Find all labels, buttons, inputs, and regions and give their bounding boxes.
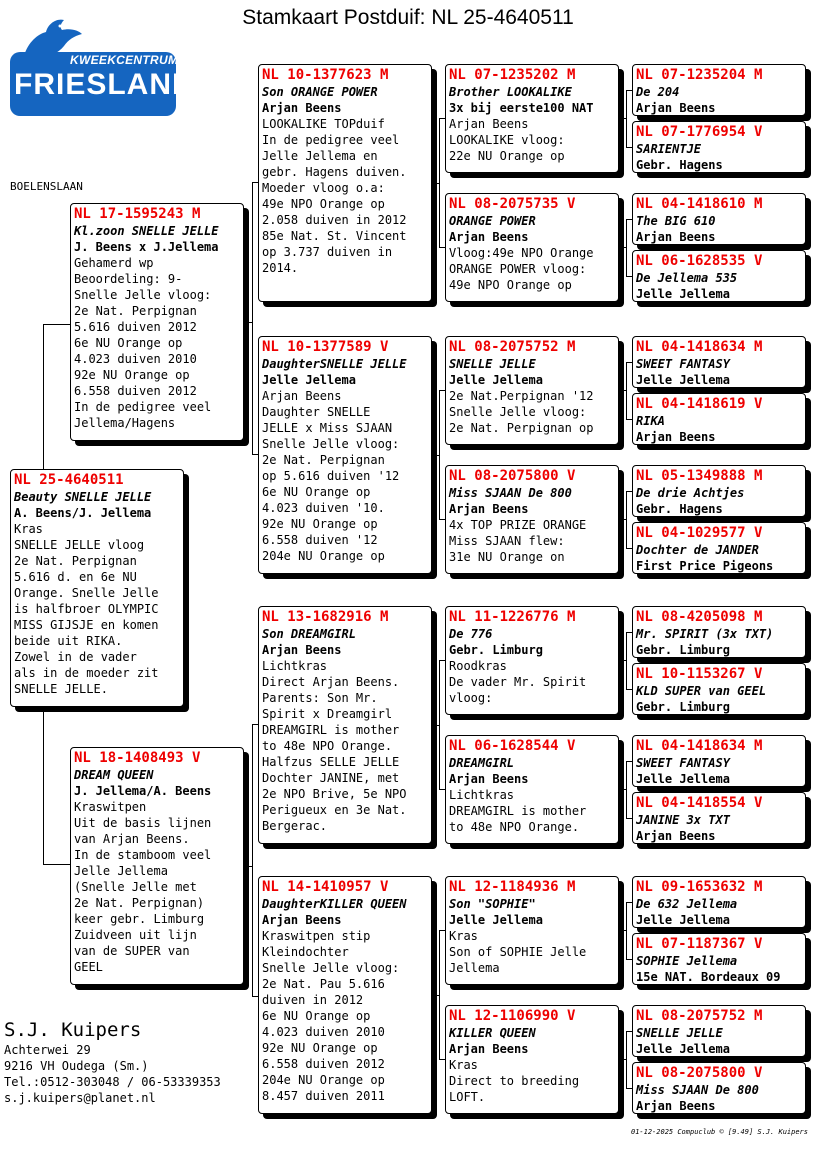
ring-number: NL 04-1418634 M — [636, 339, 763, 355]
pigeon-name: Brother LOOKALIKE — [449, 85, 572, 99]
pedigree-note: Gehamerd wp — [74, 256, 154, 270]
breeder-name: Arjan Beens — [262, 101, 342, 115]
pedigree-note: Daughter SNELLE — [262, 405, 371, 419]
pedigree-note: 4x TOP PRIZE ORANGE — [449, 518, 587, 532]
connector-line — [619, 930, 626, 931]
connector-line — [432, 183, 439, 184]
breeder-name: Gebr. Limburg — [636, 643, 730, 657]
connector-line — [432, 995, 439, 996]
pedigree-note: 2e Nat. Perpignan — [14, 554, 137, 568]
breeder-name: Arjan Beens — [636, 230, 716, 244]
ring-number: NL 10-1153267 V — [636, 666, 763, 682]
pedigree-note: 204e NU Orange op — [262, 549, 385, 563]
kweekcentrum-logo — [10, 16, 195, 102]
connector-line — [244, 322, 252, 323]
connector-line — [439, 930, 440, 1059]
great-grandparent-card — [445, 735, 619, 844]
pedigree-note: ORANGE POWER vloog: — [449, 262, 587, 276]
pedigree-note: GEEL — [74, 960, 103, 974]
pedigree-note: 49e NPO Orange op — [449, 278, 572, 292]
pedigree-note: keer gebr. Limburg — [74, 912, 205, 926]
ancestor-card — [632, 1062, 806, 1114]
pedigree-note: 22e NU Orange op — [449, 149, 565, 163]
great-grandparent-card — [445, 465, 619, 574]
connector-line — [432, 725, 439, 726]
pedigree-note: Arjan Beens — [262, 389, 342, 403]
pedigree-note: Snelle Jelle vloog: — [449, 405, 587, 419]
pedigree-note: 85e Nat. St. Vincent — [262, 229, 407, 243]
pedigree-note: Direct to breeding — [449, 1074, 580, 1088]
pedigree-note: Bergerac. — [262, 819, 328, 833]
breeder-name: Gebr. Limburg — [636, 700, 730, 714]
pedigree-note: Jellema — [449, 961, 500, 975]
connector-line — [619, 1059, 626, 1060]
owner-block — [4, 1018, 221, 1106]
pedigree-note: Son of SOPHIE Jelle — [449, 945, 587, 959]
pedigree-note: op 5.616 duiven '12 — [262, 469, 400, 483]
ancestor-card — [632, 1005, 806, 1057]
ring-number: NL 07-1235202 M — [449, 67, 576, 83]
pedigree-note: duiven in 2012 — [262, 993, 364, 1007]
footer-text: 01-12-2025 Compuclub © [9.49] S.J. Kuipers — [630, 1128, 808, 1136]
grandparent-card — [258, 876, 432, 1114]
pigeon-card — [10, 469, 184, 707]
pigeon-name: Son "SOPHIE" — [449, 897, 536, 911]
breeder-name: Arjan Beens — [636, 829, 716, 843]
pedigree-note: Lichtkras — [449, 788, 515, 802]
pedigree-note: MISS GIJSJE en komen — [14, 618, 159, 632]
connector-line — [43, 324, 70, 325]
grandparent-card — [258, 64, 432, 302]
pigeon-name: SNELLE JELLE — [636, 1026, 723, 1040]
pedigree-note: to 48e NPO Orange. — [449, 820, 580, 834]
breeder-name: Arjan Beens — [449, 1042, 529, 1056]
pedigree-note: Jelle Jellema en — [262, 149, 378, 163]
pedigree-note: In de stamboom veel — [74, 848, 212, 862]
owner-city: 9216 VH Oudega (Sm.) — [4, 1059, 149, 1073]
ancestor-card — [632, 64, 806, 116]
pedigree-note: Roodkras — [449, 659, 507, 673]
breeder-name: Arjan Beens — [636, 430, 716, 444]
pedigree-note: 2e Nat. Perpignan — [74, 304, 197, 318]
pigeon-name: The BIG 610 — [636, 214, 716, 228]
pedigree-note: SNELLE JELLE. — [14, 682, 108, 696]
pedigree-note: 204e NU Orange op — [262, 1073, 385, 1087]
connector-line — [626, 1031, 627, 1088]
pedigree-note: 8.457 duiven 2011 — [262, 1089, 385, 1103]
connector-line — [43, 707, 44, 864]
connector-line — [626, 491, 627, 548]
pedigree-note: 2e NPO Brive, 5e NPO — [262, 787, 407, 801]
ancestor-card — [632, 606, 806, 658]
pedigree-note: Miss SJAAN flew: — [449, 534, 565, 548]
great-grandparent-card — [445, 64, 619, 173]
pigeon-name: SARIENTJE — [636, 142, 702, 156]
breeder-name: Jelle Jellema — [262, 373, 356, 387]
pedigree-note: Direct Arjan Beens. — [262, 675, 400, 689]
pedigree-note: LOFT. — [449, 1090, 486, 1104]
ring-number: NL 04-1418619 V — [636, 396, 763, 412]
pedigree-note: Moeder vloog o.a: — [262, 181, 385, 195]
pedigree-note: 2e Nat. Pau 5.616 — [262, 977, 385, 991]
ancestor-card — [632, 336, 806, 388]
breeder-name: Gebr. Hagens — [636, 502, 723, 516]
ancestor-card — [632, 876, 806, 928]
pedigree-note: LOOKALIKE TOPduif — [262, 117, 385, 131]
pigeon-name: Kl.zoon SNELLE JELLE — [74, 224, 219, 238]
pigeon-name: ORANGE POWER — [449, 214, 536, 228]
connector-line — [619, 118, 626, 119]
breeder-name: Jelle Jellema — [636, 373, 730, 387]
pedigree-note: Uit de basis lijnen — [74, 816, 212, 830]
pedigree-note: 2e Nat. Perpignan) — [74, 896, 205, 910]
connector-line — [619, 247, 626, 248]
ring-number: NL 08-2075800 V — [449, 468, 576, 484]
ancestor-card — [632, 735, 806, 787]
sire-card — [70, 203, 244, 441]
pedigree-note: Snelle Jelle vloog: — [262, 961, 400, 975]
connector-line — [619, 789, 626, 790]
pedigree-note: 2014. — [262, 261, 299, 275]
pedigree-note: 2e Nat.Perpignan '12 — [449, 389, 594, 403]
breeder-name: Arjan Beens — [449, 772, 529, 786]
ring-number: NL 10-1377589 V — [262, 339, 389, 355]
ring-number: NL 08-4205098 M — [636, 609, 763, 625]
ring-number: NL 18-1408493 V — [74, 750, 201, 766]
pigeon-name: SOPHIE Jellema — [636, 954, 738, 968]
pedigree-note: to 48e NPO Orange. — [262, 739, 393, 753]
ring-number: NL 17-1595243 M — [74, 206, 201, 222]
pedigree-note: 4.023 duiven '10. — [262, 501, 385, 515]
pigeon-name: Mr. SPIRIT (3x TXT) — [636, 627, 774, 641]
breeder-name: Arjan Beens — [636, 1099, 716, 1113]
pedigree-note: 6.558 duiven 2012 — [74, 384, 197, 398]
pedigree-note: 49e NPO Orange op — [262, 197, 385, 211]
connector-line — [244, 866, 252, 867]
ancestor-card — [632, 393, 806, 445]
breeder-name: Arjan Beens — [262, 913, 342, 927]
ancestor-card — [632, 933, 806, 985]
breeder-name: 3x bij eerste100 NAT — [449, 101, 594, 115]
ring-number: NL 11-1226776 M — [449, 609, 576, 625]
pedigree-note: JELLE x Miss SJAAN — [262, 421, 393, 435]
pedigree-note: LOOKALIKE vloog: — [449, 133, 565, 147]
pedigree-note: 92e NU Orange op — [74, 368, 190, 382]
connector-line — [619, 519, 626, 520]
pigeon-name: RIKA — [636, 414, 665, 428]
ring-number: NL 08-2075752 M — [636, 1008, 763, 1024]
pedigree-note: SNELLE JELLE vloog — [14, 538, 145, 552]
pigeon-name: Miss SJAAN De 800 — [636, 1083, 759, 1097]
connector-line — [626, 90, 627, 147]
ring-number: NL 04-1029577 V — [636, 525, 763, 541]
connector-line — [626, 632, 627, 689]
breeder-name: 15e NAT. Bordeaux 09 — [636, 970, 781, 984]
breeder-name: Jelle Jellema — [636, 1042, 730, 1056]
pedigree-note: Kras — [449, 929, 478, 943]
pigeon-name: De 776 — [449, 627, 493, 641]
ring-number: NL 08-2075800 V — [636, 1065, 763, 1081]
pedigree-note: Zowel in de vader — [14, 650, 137, 664]
pedigree-note: DREAMGIRL is mother — [262, 723, 400, 737]
breeder-name: Gebr. Hagens — [636, 158, 723, 172]
pedigree-note: Dochter JANINE, met — [262, 771, 400, 785]
pigeon-name: De 632 Jellema — [636, 897, 738, 911]
ring-number: NL 13-1682916 M — [262, 609, 389, 625]
pedigree-note: (Snelle Jelle met — [74, 880, 197, 894]
breeder-name: Jelle Jellema — [636, 772, 730, 786]
pedigree-note: Snelle Jelle vloog: — [262, 437, 400, 451]
pedigree-note: 5.616 d. en 6e NU — [14, 570, 137, 584]
pedigree-note: Orange. Snelle Jelle — [14, 586, 159, 600]
great-grandparent-card — [445, 606, 619, 715]
pedigree-note: Zuidveen uit lijn — [74, 928, 197, 942]
owner-address: Achterwei 29 — [4, 1043, 91, 1057]
pedigree-note: 92e NU Orange op — [262, 517, 378, 531]
ring-number: NL 07-1187367 V — [636, 936, 763, 952]
connector-line — [626, 902, 627, 959]
pedigree-note: Jelle Jellema — [74, 864, 168, 878]
pigeon-name: SWEET FANTASY — [636, 756, 730, 770]
ancestor-card — [632, 465, 806, 517]
pedigree-note: 4.023 duiven 2010 — [262, 1025, 385, 1039]
pedigree-note: 6e NU Orange op — [262, 1009, 371, 1023]
logo-top-text: KWEEKCENTRUM — [70, 53, 179, 67]
logo-main-text: FRIESLAND — [14, 68, 195, 101]
ring-number: NL 04-1418610 M — [636, 196, 763, 212]
pedigree-note: Vloog:49e NPO Orange — [449, 246, 594, 260]
ring-number: NL 04-1418634 M — [636, 738, 763, 754]
connector-line — [619, 390, 626, 391]
ancestor-card — [632, 522, 806, 574]
connector-line — [439, 118, 440, 247]
pedigree-note: is halfbroer OLYMPIC — [14, 602, 159, 616]
ring-number: NL 07-1235204 M — [636, 67, 763, 83]
connector-line — [439, 390, 440, 519]
pigeon-name: Son DREAMGIRL — [262, 627, 356, 641]
breeder-name: Arjan Beens — [636, 101, 716, 115]
breeder-name: Arjan Beens — [262, 643, 342, 657]
pedigree-note: Kras — [14, 522, 43, 536]
pedigree-note: gebr. Hagens duiven. — [262, 165, 407, 179]
pedigree-note: 6.558 duiven '12 — [262, 533, 378, 547]
dam-card — [70, 747, 244, 985]
connector-line — [619, 660, 626, 661]
owner-email: s.j.kuipers@planet.nl — [4, 1091, 156, 1105]
pedigree-note: In de pedigree veel — [262, 133, 400, 147]
great-grandparent-card — [445, 1005, 619, 1114]
owner-name: S.J. Kuipers — [4, 1019, 142, 1041]
ancestor-card — [632, 792, 806, 844]
pedigree-note: Halfzus SELLE JELLE — [262, 755, 400, 769]
pigeon-name: JANINE 3x TXT — [636, 813, 730, 827]
ring-number: NL 08-2075752 M — [449, 339, 576, 355]
pedigree-note: 4.023 duiven 2010 — [74, 352, 197, 366]
pigeon-name: De 204 — [636, 85, 680, 99]
pigeon-name: De drie Achtjes — [636, 486, 745, 500]
pedigree-note: 5.616 duiven 2012 — [74, 320, 197, 334]
ancestor-card — [632, 663, 806, 715]
breeder-name: Arjan Beens — [449, 230, 529, 244]
connector-line — [252, 724, 253, 996]
ring-number: NL 05-1349888 M — [636, 468, 763, 484]
pedigree-note: op 3.737 duiven in — [262, 245, 393, 259]
pedigree-note: als in de moeder zit — [14, 666, 159, 680]
breeder-name: Jelle Jellema — [636, 287, 730, 301]
pigeon-name: SNELLE JELLE — [449, 357, 536, 371]
ring-number: NL 12-1106990 V — [449, 1008, 576, 1024]
pedigree-note: 6e NU Orange op — [262, 485, 371, 499]
pedigree-note: Lichtkras — [262, 659, 328, 673]
pigeon-name: SWEET FANTASY — [636, 357, 730, 371]
ancestor-card — [632, 250, 806, 302]
pedigree-note: 2e Nat. Perpignan op — [449, 421, 594, 435]
breeder-name: J. Jellema/A. Beens — [74, 784, 212, 798]
pigeon-name: DaughterKILLER QUEEN — [262, 897, 407, 911]
pedigree-note: DREAMGIRL is mother — [449, 804, 587, 818]
ring-number: NL 07-1776954 V — [636, 124, 763, 140]
pedigree-note: 6.558 duiven 2012 — [262, 1057, 385, 1071]
great-grandparent-card — [445, 876, 619, 985]
grandparent-card — [258, 606, 432, 844]
breeder-name: Gebr. Limburg — [449, 643, 543, 657]
owner-phone: Tel.:0512-303048 / 06-53339353 — [4, 1075, 221, 1089]
connector-line — [626, 219, 627, 276]
pedigree-note: Kras — [449, 1058, 478, 1072]
pedigree-note: van Arjan Beens. — [74, 832, 190, 846]
pigeon-name: De Jellema 535 — [636, 271, 738, 285]
pedigree-note: Perigueux en 3e Nat. — [262, 803, 407, 817]
ring-number: NL 09-1653632 M — [636, 879, 763, 895]
ancestor-card — [632, 121, 806, 173]
pedigree-note: beide uit RIKA. — [14, 634, 123, 648]
ring-number: NL 10-1377623 M — [262, 67, 389, 83]
page-title: Stamkaart Postduif: NL 25-4640511 — [242, 6, 574, 29]
ring-number: NL 12-1184936 M — [449, 879, 576, 895]
ring-number: NL 04-1418554 V — [636, 795, 763, 811]
breeder-name: First Price Pigeons — [636, 559, 774, 573]
great-grandparent-card — [445, 336, 619, 445]
pedigree-note: 31e NU Orange on — [449, 550, 565, 564]
ring-number: NL 25-4640511 — [14, 472, 124, 488]
connector-line — [432, 455, 439, 456]
pigeon-name: KILLER QUEEN — [449, 1026, 536, 1040]
pedigree-note: vloog: — [449, 691, 493, 705]
pedigree-note: Spirit x Dreamgirl — [262, 707, 393, 721]
pigeon-name: KLD SUPER van GEEL — [636, 684, 767, 698]
pedigree-note: 6e NU Orange op — [74, 336, 183, 350]
connector-line — [43, 324, 44, 469]
connector-line — [252, 182, 253, 454]
pedigree-note: In de pedigree veel — [74, 400, 212, 414]
pigeon-name: DaughterSNELLE JELLE — [262, 357, 407, 371]
pigeon-name: Miss SJAAN De 800 — [449, 486, 572, 500]
ring-number: NL 06-1628535 V — [636, 253, 763, 269]
ring-number: NL 06-1628544 V — [449, 738, 576, 754]
ring-number: NL 14-1410957 V — [262, 879, 389, 895]
pigeon-name: DREAMGIRL — [449, 756, 515, 770]
breeder-name: J. Beens x J.Jellema — [74, 240, 219, 254]
pigeon-name: Son ORANGE POWER — [262, 85, 378, 99]
pedigree-note: Kraswitpen — [74, 800, 147, 814]
pedigree-note: Arjan Beens — [449, 117, 529, 131]
ring-number: NL 08-2075735 V — [449, 196, 576, 212]
pedigree-note: Beoordeling: 9- — [74, 272, 183, 286]
pedigree-note: Parents: Son Mr. — [262, 691, 378, 705]
loft-label: BOELENSLAAN — [10, 180, 83, 193]
grandparent-card — [258, 336, 432, 574]
pedigree-note: 2.058 duiven in 2012 — [262, 213, 407, 227]
ancestor-card — [632, 193, 806, 245]
pigeon-name: Beauty SNELLE JELLE — [14, 490, 152, 504]
breeder-name: Arjan Beens — [449, 502, 529, 516]
connector-line — [439, 660, 440, 789]
pedigree-note: van de SUPER van — [74, 944, 190, 958]
pedigree-note: 2e Nat. Perpignan — [262, 453, 385, 467]
pigeon-name: Dochter de JANDER — [636, 543, 759, 557]
pedigree-note: 92e NU Orange op — [262, 1041, 378, 1055]
connector-line — [626, 362, 627, 419]
connector-line — [43, 864, 70, 865]
pedigree-note: Jellema/Hagens — [74, 416, 176, 430]
pigeon-name: DREAM QUEEN — [74, 768, 154, 782]
pedigree-note: De vader Mr. Spirit — [449, 675, 587, 689]
breeder-name: Jelle Jellema — [449, 913, 543, 927]
breeder-name: Jelle Jellema — [636, 913, 730, 927]
great-grandparent-card — [445, 193, 619, 302]
pedigree-note: Kleindochter — [262, 945, 349, 959]
pedigree-note: Snelle Jelle vloog: — [74, 288, 212, 302]
connector-line — [626, 761, 627, 818]
pedigree-note: Kraswitpen stip — [262, 929, 371, 943]
breeder-name: Jelle Jellema — [449, 373, 543, 387]
breeder-name: A. Beens/J. Jellema — [14, 506, 152, 520]
